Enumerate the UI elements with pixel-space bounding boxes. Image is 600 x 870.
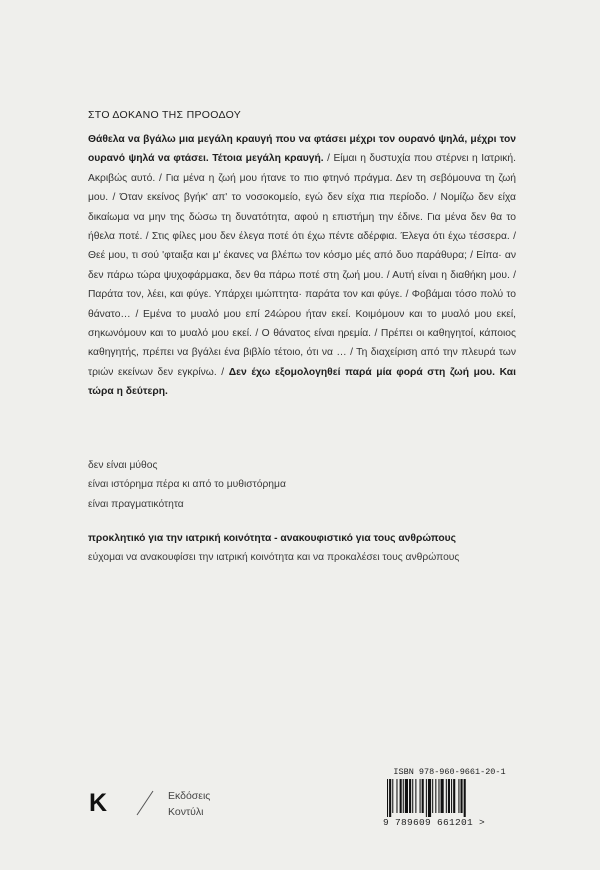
publisher-line-2: Κοντύλι <box>168 805 204 818</box>
back-cover-text <box>88 130 516 402</box>
opening-bold-quote: Θάθελα να βγάλω μια μεγάλη κραυγή που να φτάσει μέχρι τον ουρανό ψηλά, μέχρι τον ουρανό ψηλά να φτάσει. Τέτοια μεγάλη κραυγή. <box>88 134 516 165</box>
section-title: ΣΤΟ ΔΟΚΑΝΟ ΤΗΣ ΠΡΟΟΔΟΥ <box>88 109 241 121</box>
publisher-name <box>168 789 210 820</box>
publisher-logo: K <box>89 789 108 817</box>
publisher-line-1: Εκδόσεις <box>168 790 211 802</box>
barcode-digits: 9 789609 661201 > <box>383 817 486 828</box>
closing-bold-quote: Δεν έχω εξομολογηθεί παρά μία φορά στη ζωή μου. Και τώρα η δεύτερη. <box>88 366 516 398</box>
isbn-barcode <box>383 767 516 827</box>
testimony-excerpts: / Είμαι η δυστυχία που στέρνει η Ιατρική. Ακριβώς αυτό. / Για μένα η ζωή μου ήτανε το πιο φτηνό πράγμα. Δεν τη σεβόμουνα τη ζωή μου. / Όταν εκείνος βγήκ' απ' το νοσοκομείο, εγώ δεν είχα πια περίοδο. / Νομίζω δεν είχα δικαίωμα να μην της δώσω τη δυνατότητα, αφού η επιστήμη την έδινε. Για μένα δεν θα το ήθελα ποτέ. / Στις φίλες μου δεν έλεγα ποτέ ότι έχω πέντε αδέρφια. Έλεγα ότι έχω τέσσερα. / Θεέ μου, τι σού 'φταιξα και μ' έκανες να βλέπω τον κόσμο μές από δυο παράθυρα; / Είπα· αν δεν πάρω τώρα ψυχοφάρμακα, δεν θα πάρω ποτέ στη ζωή μου. / Αυτή είναι η διαθήκη μου. / Παράτα τον, λέει, και φύγε. Υπάρχει ιμώπτητα· παράτα τον και φύγε. / Φοβάμαι τόσο πολύ το θάνατο… / Εμένα το μυαλό μου επί 24ώρου ήταν εκεί. Κοιμόμουν και το μυαλό μου εκεί, σηκωνόμουν και το μυαλό μου εκεί. / Ο θάνατος είναι ηρεμία. / Πρέπει οι καθηγητοί, κάποιος καθηγητής, πρέπει να βγάλει ένα βιβλίο τέτοιο, ότι να … / Τη διαχείριση από την πλευρά των τριών εκείνων δεν εγκρίνω. / <box>88 153 516 378</box>
barcode-icon <box>383 779 516 817</box>
closing-bold-line: προκλητικό για την ιατρική κοινότητα - ανακουφιστικό για τους ανθρώπους <box>88 533 456 544</box>
closing-line-2: εύχομαι να ανακουφίσει την ιατρική κοινότητα και να προκαλέσει τους ανθρώπους <box>88 552 460 564</box>
myth-stanza <box>88 456 286 514</box>
slash-divider-icon <box>133 788 157 818</box>
myth-line-1: δεν είναι μύθος <box>88 460 158 471</box>
myth-line-3: είναι πραγματικότητα <box>88 498 184 510</box>
myth-line-2: είναι ιστόρημα πέρα κι από το μυθιστόρημα <box>88 479 286 491</box>
closing-statement <box>88 529 528 568</box>
isbn-label: ISBN 978-960-9661-20-1 <box>393 767 506 777</box>
